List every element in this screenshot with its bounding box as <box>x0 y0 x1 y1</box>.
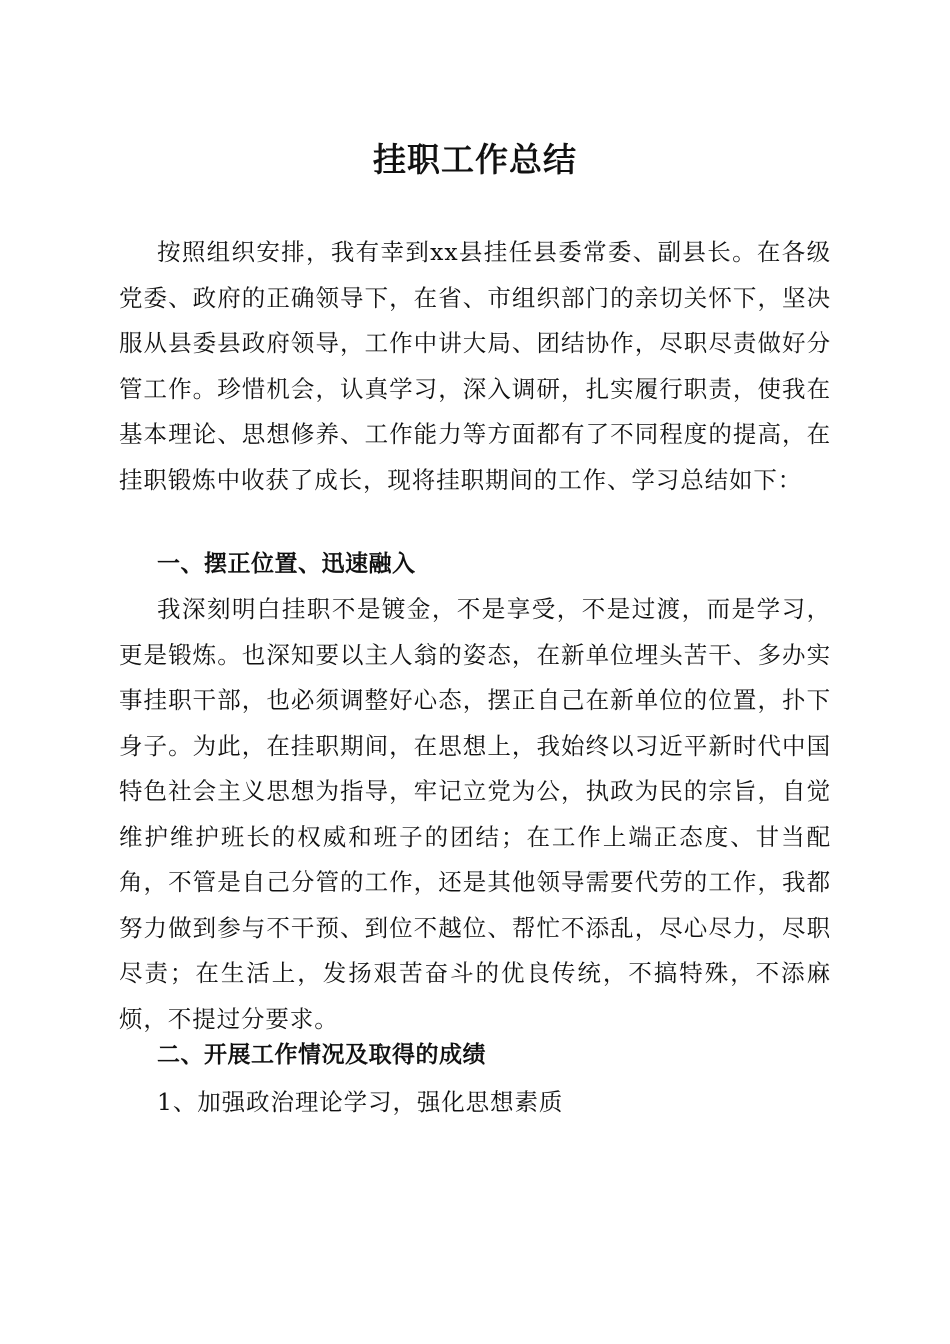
section-2-subheading-1: 1、加强政治理论学习，强化思想素质 <box>157 1088 564 1116</box>
section-1-paragraph: 我深刻明白挂职不是镀金，不是享受，不是过渡，而是学习，更是锻炼。也深知要以主人翁的姿态，在新单位埋头苦干、多办实事挂职干部，也必须调整好心态，摆正自己在新单位的位置，扑下身子。为此，在挂职期间，在思想上，我始终以习近平新时代中国特色社会主义思想为指导，牢记立党为公，执政为民的宗旨，自觉维护维护班长的权威和班子的团结；在工作上端正态度、甘当配角，不管是自己分管的工作，还是其他领导需要代劳的工作，我都努力做到参与不干预、到位不越位、帮忙不添乱，尽心尽力，尽职尽责；在生活上，发扬艰苦奋斗的优良传统，不搞特殊，不添麻烦，不提过分要求。 <box>119 595 831 1033</box>
document-title: 挂职工作总结 <box>373 140 577 179</box>
section-2-heading: 二、开展工作情况及取得的成绩 <box>157 1042 486 1068</box>
intro-paragraph: 按照组织安排，我有幸到xx县挂任县委常委、副县长。在各级党委、政府的正确领导下，在省、市组织部门的亲切关怀下，坚决服从县委县政府领导，工作中讲大局、团结协作，尽职尽责做好分管工作。珍惜机会，认真学习，深入调研，扎实履行职责，使我在基本理论、思想修养、工作能力等方面都有了不同程度的提高，在挂职锻炼中收获了成长，现将挂职期间的工作、学习总结如下： <box>119 238 831 494</box>
section-1-heading: 一、摆正位置、迅速融入 <box>157 551 416 577</box>
